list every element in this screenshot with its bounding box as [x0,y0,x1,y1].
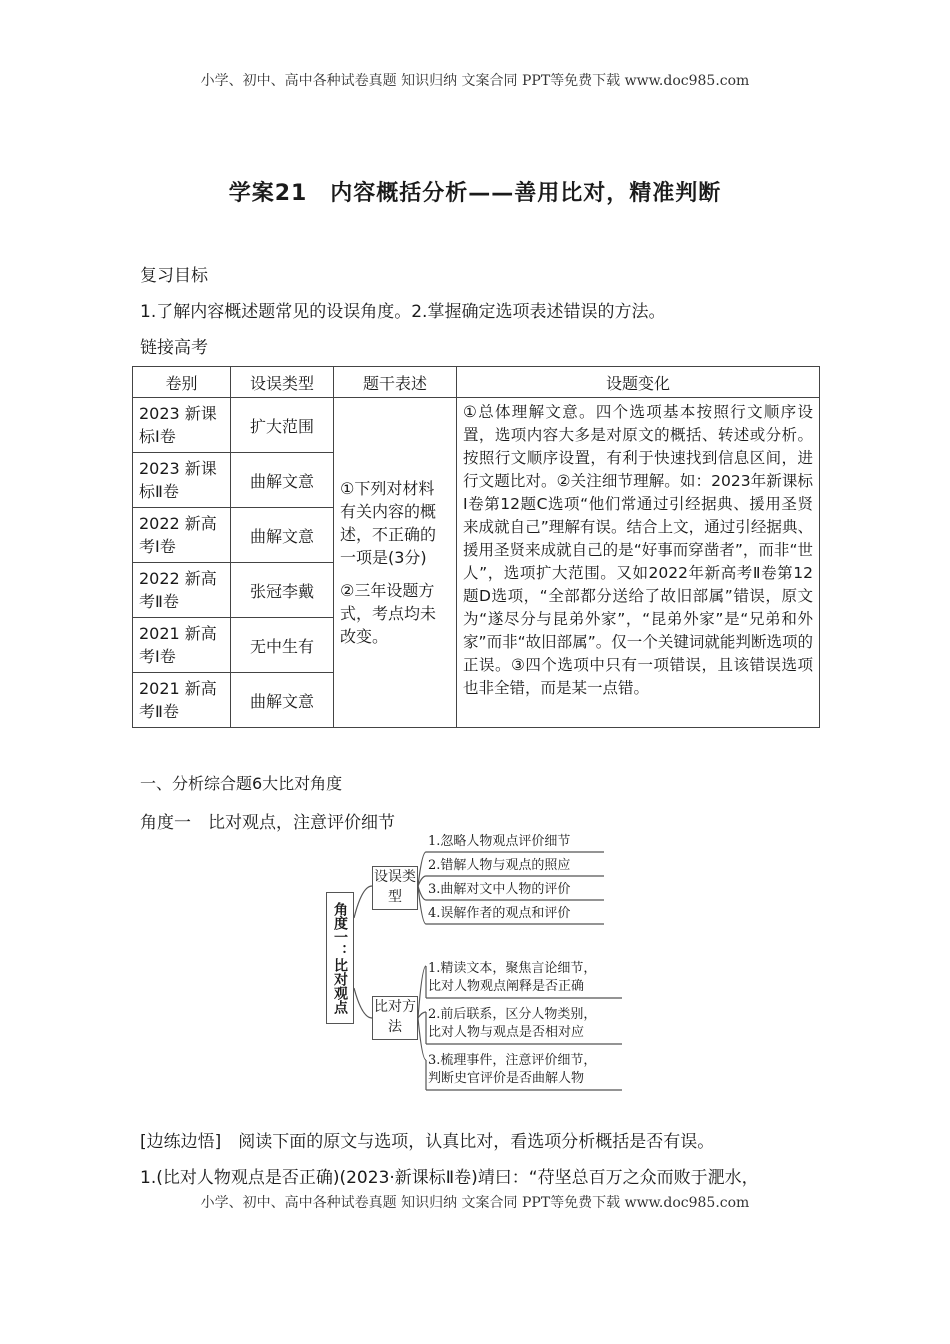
table-header: 题干表述 [334,367,457,398]
paper-cell: 2022 新高考Ⅱ卷 [133,563,231,618]
paper-cell: 2023 新课标Ⅱ卷 [133,453,231,508]
mind-map-branch-error-types: 设误类型 [372,866,418,910]
question-1: 1.(比对人物观点是否正确)(2023·新课标Ⅱ卷)靖曰：“苻坚总百万之众而败于淝水， [140,1168,759,1188]
table-header: 卷别 [133,367,231,398]
mind-map-leaf-line: 比对人物观点阐释是否正确 [428,979,585,994]
type-cell: 张冠李戴 [231,563,334,618]
mind-map-leaf-line: 3.梳理事件，注意评价细节， [428,1053,597,1068]
section-heading: 一、分析综合题6大比对角度 [140,774,343,793]
page-title: 学案21 内容概括分析——善用比对，精准判断 [228,181,722,206]
mind-map-leaf: 3.曲解对文中人物的评价 [428,882,571,897]
change-cell: ①总体理解文意。四个选项基本按照行文顺序设置，选项内容大多是对原文的概括、转述或分析。按照行文顺序设置，有利于快速找到信息区间，进行文题比对。②关注细节理解。如：2023年新课标Ⅰ卷第12题C选项“他们常通过引经据典、援用圣贤来成就自己”理解有误。结合上文，通过引经据典、援用圣贤来成就自己的是“好事而穿凿者”，而非“世人”，选项扩大范围。又如2022年新高考Ⅱ卷第12题D选项，“全部都分送给了故旧部属”错误，原文为“遂尽分与昆弟外家”，“昆弟外家”是“兄弟和外家”而非“故旧部属”。仅一个关键词就能判断选项的正误。③四个选项中只有一项错误，且该错误选项也非全错，而是某一点错。 [457,398,820,728]
type-cell: 曲解文意 [231,508,334,563]
link-heading: 链接高考 [140,338,208,358]
type-cell: 曲解文意 [231,453,334,508]
page-header: 小学、初中、高中各种试卷真题 知识归纳 文案合同 PPT等免费下载 www.doc985.com [200,73,750,89]
mind-map-leaf [428,960,596,996]
exam-table [132,366,820,728]
mind-map-leaf-line: 2.前后联系，区分人物类别， [428,1007,597,1022]
table-header: 设题变化 [457,367,820,398]
practice-instruction: [边练边悟] 阅读下面的原文与选项，认真比对，看选项分析概括是否有误。 [140,1132,715,1152]
paper-cell: 2021 新高考Ⅱ卷 [133,673,231,728]
paper-cell: 2021 新高考Ⅰ卷 [133,618,231,673]
type-cell: 曲解文意 [231,673,334,728]
type-cell: 扩大范围 [231,398,334,453]
table-header: 设误类型 [231,367,334,398]
mind-map [322,834,632,1098]
mind-map-branch-methods: 比对方法 [372,996,418,1040]
type-cell: 无中生有 [231,618,334,673]
page-footer: 小学、初中、高中各种试卷真题 知识归纳 文案合同 PPT等免费下载 www.doc985.com [200,1195,750,1211]
mind-map-leaf-line: 比对人物与观点是否相对应 [428,1025,585,1040]
paper-cell: 2022 新高考Ⅰ卷 [133,508,231,563]
mind-map-leaf [428,1006,596,1042]
paper-cell: 2023 新课标Ⅰ卷 [133,398,231,453]
mind-map-root: 角度一：比对观点 [326,892,354,1024]
stem-text-1: ①下列对材料有关内容的概述，不正确的一项是(3分) [340,479,437,567]
mind-map-leaf [428,1052,596,1088]
mind-map-leaf: 4.误解作者的观点和评价 [428,906,571,921]
mind-map-leaf: 2.错解人物与观点的照应 [428,858,571,873]
stem-text-2: ②三年设题方式，考点均未改变。 [340,581,437,646]
table-header-row [133,367,820,398]
review-text: 1.了解内容概述题常见的设误角度。2.掌握确定选项表述错误的方法。 [140,302,666,322]
stem-cell [334,398,457,728]
angle-heading: 角度一 比对观点，注意评价细节 [140,813,395,833]
mind-map-leaf: 1.忽略人物观点评价细节 [428,834,571,849]
mind-map-leaf-line: 判断史官评价是否曲解人物 [428,1071,585,1086]
review-heading: 复习目标 [140,266,208,286]
mind-map-leaf-line: 1.精读文本，聚焦言论细节， [428,961,597,976]
table-row [133,398,820,453]
